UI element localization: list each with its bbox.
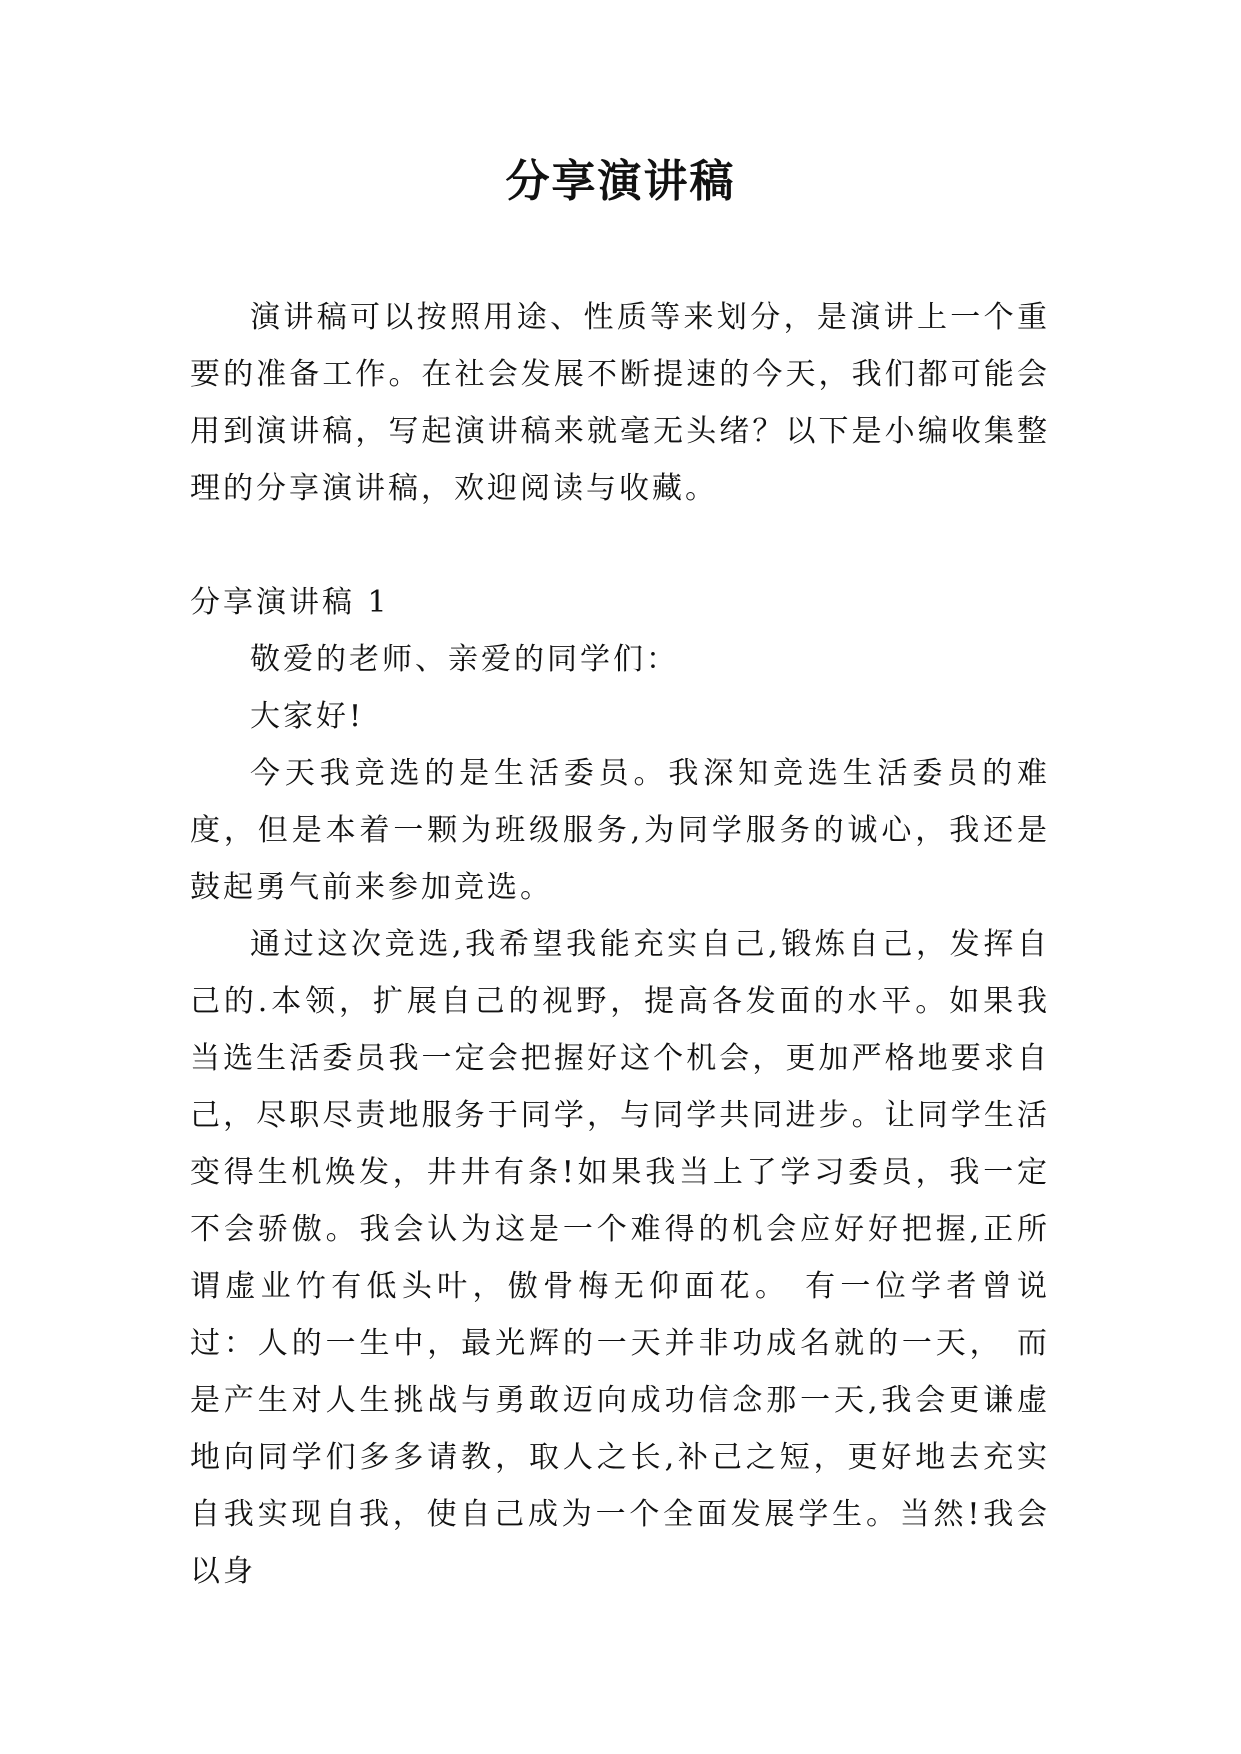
page-title: 分享演讲稿	[505, 156, 736, 207]
greeting-paragraph: 大家好!	[250, 699, 365, 734]
document-body	[190, 289, 1050, 1600]
intro-paragraph: 演讲稿可以按照用途、性质等来划分，是演讲上一个重要的准备工作。在社会发展不断提速的今天，我们都可能会用到演讲稿，写起演讲稿来就毫无头绪？以下是小编收集整理的分享演讲稿，欢迎阅读与收藏。	[190, 300, 1050, 506]
section-heading: 分享演讲稿 1	[190, 585, 390, 620]
body-paragraph: 今天我竞选的是生活委员。我深知竞选生活委员的难度，但是本着一颗为班级服务,为同学服务的诚心，我还是鼓起勇气前来参加竞选。	[190, 756, 1050, 905]
body-paragraph: 通过这次竞选,我希望我能充实自己,锻炼自己，发挥自己的.本领，扩展自己的视野，提高各发面的水平。如果我当选生活委员我一定会把握好这个机会，更加严格地要求自己，尽职尽责地服务于同学，与同学共同进步。让同学生活变得生机焕发，井井有条!如果我当上了学习委员，我一定不会骄傲。我会认为这是一个难得的机会应好好把握,正所谓虚业竹有低头叶，傲骨梅无仰面花。 有一位学者曾说过：人的一生中，最光辉的一天并非功成名就的一天， 而是产生对人生挑战与勇敢迈向成功信念那一天,我会更谦虚地向同学们多多请教，取人之长,补己之短，更好地去充实自我实现自我，使自己成为一个全面发展学生。当然!我会以身	[190, 927, 1050, 1589]
salutation-paragraph: 敬爱的老师、亲爱的同学们：	[250, 642, 679, 677]
